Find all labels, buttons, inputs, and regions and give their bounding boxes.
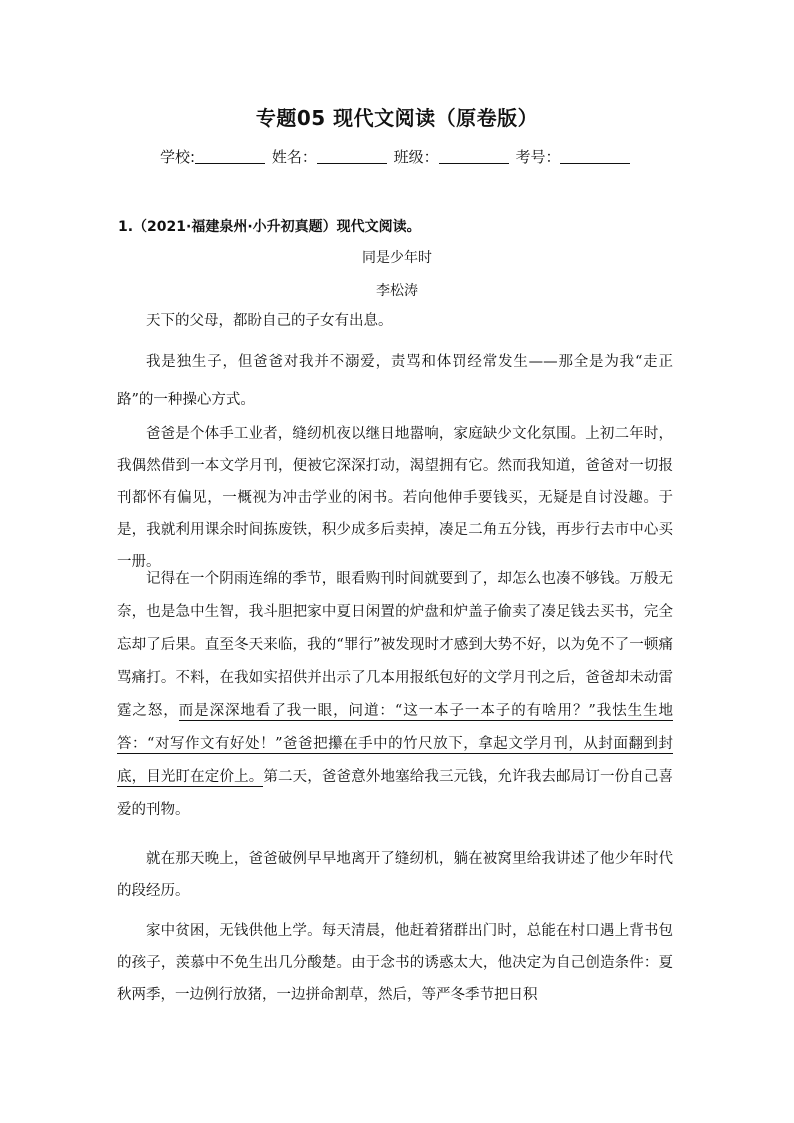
underlined-sentence: 而是深深地看了我一眼，问道：“这一本子一本子的有啥用？”我怯生生地答：“对写作文有好处！”爸爸把攥在手中的竹尺放下，拿起文学月刊，从封面翻到封底，目光盯在定价上。 xyxy=(117,703,674,785)
name-blank[interactable] xyxy=(317,149,387,164)
school-blank[interactable] xyxy=(195,149,265,164)
class-blank[interactable] xyxy=(439,149,509,164)
paragraph: 家中贫困，无钱供他上学。每天清晨，他赶着猪群出门时，总能在村口遇上背书包的孩子，羡慕中不免生出几分酸楚。由于念书的诱惑太大，他决定为自己创造条件：夏秋两季，一边例行放猪，一边拼命割草，然后，等严冬季节把日积 xyxy=(117,923,673,1003)
paragraph: 我是独生子，但爸爸对我并不溺爱，责骂和体罚经常发生——那全是为我“走正路”的一种操心方式。 xyxy=(117,354,673,408)
paragraph: 就在那天晚上，爸爸破例早早地离开了缝纫机，躺在被窝里给我讲述了他少年时代的段经历。 xyxy=(117,851,673,899)
paragraph: 天下的父母，都盼自己的子女有出息。 xyxy=(146,313,393,329)
question-header: 1.（2021·福建泉州·小升初真题）现代文阅读。 xyxy=(118,219,421,235)
page-title: 专题05 现代文阅读（原卷版） xyxy=(255,106,539,130)
paragraph-text: 记得在一个阴雨连绵的季节，眼看购刊时间就要到了，却怎么也凑不够钱。万般无奈，也是急中生智，我斗胆把家中夏日闲置的炉盘和炉盖子偷卖了凑足钱去买书，完全忘却了后果。直至冬天来临，我的“罪行”被发现时才感到大势不好，以为免不了一顿痛骂痛打。不料，在我如实招供并出示了几本用报纸包好的文学月刊之后，爸爸却未动雷霆之怒， xyxy=(117,571,673,719)
class-label: 班级： xyxy=(393,148,439,166)
passage-title: 同是少年时 xyxy=(362,250,432,266)
student-info-line xyxy=(160,146,660,167)
exam-no-label: 考号： xyxy=(515,148,561,166)
paragraph: 爸爸是个体手工业者，缝纫机夜以继日地嚣响，家庭缺少文化氛围。上初二年时，我偶然借到一本文学月刊，便被它深深打动，渴望拥有它。然而我知道，爸爸对一切报刊都怀有偏见，一概视为冲击学业的闲书。若向他伸手要钱买，无疑是自讨没趣。于是，我就利用课余时间拣废铁，积少成多后卖掉，凑足二角五分钱，再步行去市中心买一册。 xyxy=(117,426,673,570)
school-label: 学校: xyxy=(160,148,196,166)
paragraph-text: 第二天，爸爸意外地塞给我三元钱，允许我去邮局订一份自己喜爱的刊物。 xyxy=(117,769,674,818)
paragraph-with-underline xyxy=(117,563,673,827)
name-label: 姓名： xyxy=(271,148,317,166)
passage-author: 李松涛 xyxy=(376,283,418,299)
exam-no-blank[interactable] xyxy=(560,149,630,164)
